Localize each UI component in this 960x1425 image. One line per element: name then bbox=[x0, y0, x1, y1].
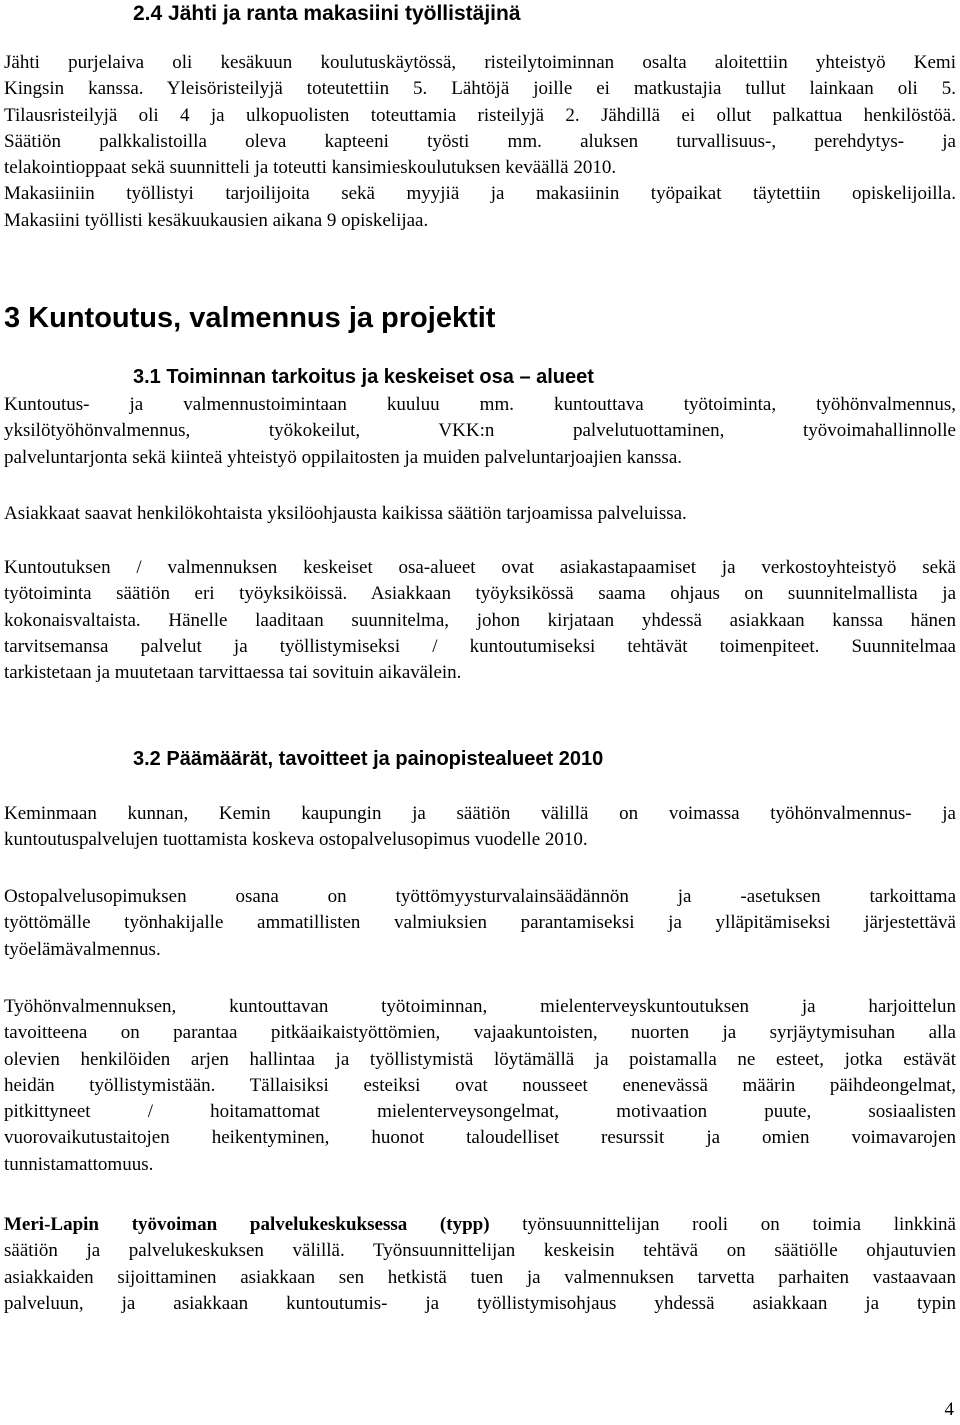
text-line: palveluun, ja asiakkaan kuntoutumis- ja työllistymisohjaus yhdessä asiakkaan ja typin bbox=[4, 1292, 956, 1314]
chapter-heading-3: 3 Kuntoutus, valmennus ja projektit bbox=[4, 302, 496, 334]
text-line: työtoiminta säätiön eri työyksiköissä. Asiakkaan työyksikössä saama ohjaus on suunnitelmallista ja bbox=[4, 583, 956, 605]
text-line: työelämävalmennus. bbox=[4, 938, 161, 960]
paragraph-ostopalvelusopimus bbox=[4, 801, 956, 854]
text-line: tavoitteena on parantaa pitkäaikaistyöttömien, vajaakuntoisten, nuorten ja syrjäytymisuhan alla bbox=[4, 1022, 956, 1044]
text-line: tarkistetaan ja muutetaan tarvittaessa tai sovituin aikavälein. bbox=[4, 662, 462, 684]
page-number: 4 bbox=[944, 1399, 954, 1420]
section-heading-3-1: 3.1 Toiminnan tarkoitus ja keskeiset osa – alueet bbox=[133, 366, 594, 388]
paragraph-asiakkaat bbox=[4, 501, 956, 527]
text-line: olevien henkilöiden arjen hallintaa ja työllistymistä löytämällä ja poistamalla ne esteet, jotka estävät bbox=[4, 1048, 956, 1070]
text-line: tunnistamattomuus. bbox=[4, 1153, 154, 1175]
text-line: kuntoutuspalvelujen tuottamista koskeva ostopalvelusopimus vuodelle 2010. bbox=[4, 829, 588, 851]
text-line: työttömälle työnhakijalle ammatillisten valmiuksien parantamiseksi ja ylläpitämiseksi järjestettävä bbox=[4, 912, 956, 934]
text-line: palveluntarjonta sekä kiinteä yhteistyö oppilaitosten ja muiden palveluntarjoajien kanssa. bbox=[4, 446, 683, 468]
section-heading-2-4: 2.4 Jähti ja ranta makasiini työllistäjinä bbox=[133, 2, 521, 25]
paragraph-tyohonvalmennus bbox=[4, 994, 956, 1178]
text-line: pitkittyneet / hoitamattomat mielenterveysongelmat, motivaation puute, sosiaalisten bbox=[4, 1101, 956, 1123]
text-line: Ostopalvelusopimuksen osana on työttömyysturvalainsäädännön ja -asetuksen tarkoittama bbox=[4, 886, 956, 907]
bold-organization-name: Meri-Lapin työvoiman palvelukeskuksessa (typp) bbox=[4, 1214, 490, 1235]
text-line bbox=[4, 1212, 956, 1238]
text-line: kokonaisvaltaista. Hänelle laaditaan suunnitelma, johon kirjataan yhdessä asiakkaan kanssa hänen bbox=[4, 609, 956, 631]
paragraph-tyoelamavalmennus bbox=[4, 884, 956, 963]
text-line: Asiakkaat saavat henkilökohtaista yksilöohjausta kaikissa säätiön tarjoamissa palveluissa. bbox=[4, 503, 687, 524]
text-line: säätiön ja palvelukeskuksen välillä. Työnsuunnittelijan keskeisin tehtävä on säätiölle ohjautuvien bbox=[4, 1240, 956, 1262]
text-line: Tilausristeilyjä oli 4 ja ulkopuolisten toteuttamia risteilyjä 2. Jähdillä ei ollut palkattua henkilöstöä. bbox=[4, 104, 956, 126]
text-line: Kingsin kanssa. Yleisöristeilyjä toteutettiin 5. Lähtöjä joille ei matkustajia tullut lainkaan oli 5. bbox=[4, 78, 956, 100]
text-line: Jähti purjelaiva oli kesäkuun koulutuskäytössä, risteilytoiminnan osalta aloitettiin yhteistyö Kemi bbox=[4, 52, 956, 73]
text-line: asiakkaiden sijoittaminen asiakkaan sen hetkistä tuen ja valmennuksen tarvetta parhaiten vastaavaan bbox=[4, 1266, 956, 1288]
text-line: Makasiiniin työllistyi tarjoilijoita sekä myyjiä ja makasiinin työpaikat täytettiin opiskelijoilla. bbox=[4, 183, 956, 205]
paragraph-meri-lapin bbox=[4, 1212, 956, 1317]
paragraph-kuntoutus bbox=[4, 392, 956, 471]
text-line: telakointioppaat sekä suunnitteli ja toteutti kansimieskoulutuksen keväällä 2010. bbox=[4, 157, 617, 179]
section-heading-3-2: 3.2 Päämäärät, tavoitteet ja painopistealueet 2010 bbox=[133, 748, 604, 770]
text-line: Säätiön palkkalistoilla oleva kapteeni työsti mm. aluksen turvallisuus-, perehdytys- ja bbox=[4, 130, 956, 152]
text-line-rest: työnsuunnittelijan rooli on toimia linkkinä bbox=[489, 1214, 956, 1235]
text-line: Keminmaan kunnan, Kemin kaupungin ja säätiön välillä on voimassa työhönvalmennus- ja bbox=[4, 803, 956, 824]
paragraph-osa-alueet bbox=[4, 555, 956, 686]
text-line: vuorovaikutustaitojen heikentyminen, huonot taloudelliset resurssit ja omien voimavarojen bbox=[4, 1127, 956, 1149]
text-line: yksilötyöhönvalmennus, työkokeilut, VKK:n palvelutuottaminen, työvoimahallinnolle bbox=[4, 420, 956, 442]
text-line: tarvitsemansa palvelut ja työllistymiseksi / kuntoutumiseksi tehtävät toimenpiteet. Suunnitelmaa bbox=[4, 635, 956, 657]
paragraph-jahti bbox=[4, 50, 956, 234]
text-line: Kuntoutuksen / valmennuksen keskeiset osa-alueet ovat asiakastapaamiset ja verkostoyhteistyö sekä bbox=[4, 557, 956, 578]
text-line: Makasiini työllisti kesäkuukausien aikana 9 opiskelijaa. bbox=[4, 209, 429, 231]
text-line: Työhönvalmennuksen, kuntouttavan työtoiminnan, mielenterveyskuntoutuksen ja harjoittelun bbox=[4, 996, 956, 1017]
text-line: Kuntoutus- ja valmennustoimintaan kuuluu mm. kuntouttava työtoiminta, työhönvalmennus, bbox=[4, 394, 956, 415]
text-line: heidän työllistymistään. Tällaisiksi esteiksi ovat nousseet enenevässä määrin päihdeongelmat, bbox=[4, 1074, 956, 1096]
